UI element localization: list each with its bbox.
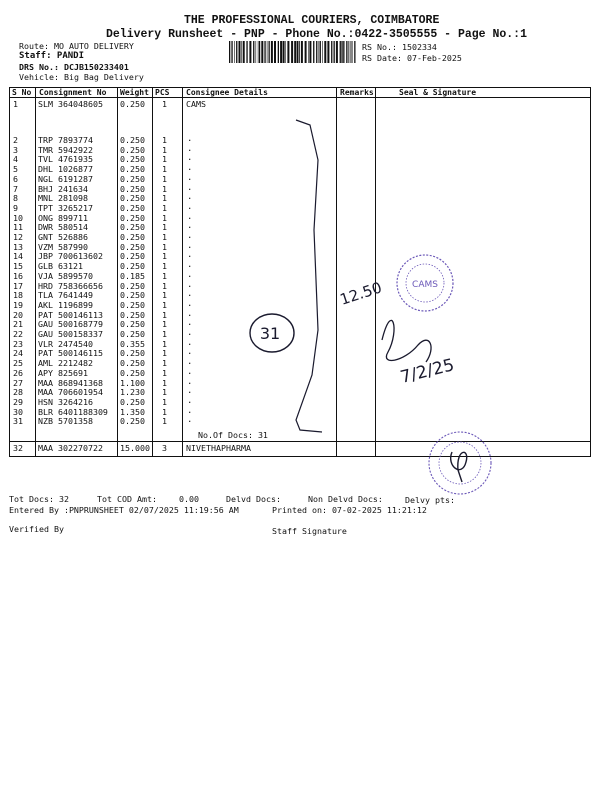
row-sno: 8	[13, 193, 18, 204]
consignee-dot: .	[187, 386, 193, 397]
consignee-dot: .	[187, 163, 193, 174]
row-sno: 28	[13, 387, 23, 398]
row-pcs: 1	[162, 396, 167, 407]
row-weight: 1.100	[120, 377, 145, 388]
row32-signature	[451, 452, 467, 482]
row-consignment: PAT 500146113	[38, 309, 103, 320]
consignee-dot: .	[187, 221, 193, 232]
total-cod-label: Tot COD Amt:	[97, 494, 157, 504]
consignee-dot: .	[187, 182, 193, 193]
row-weight: 0.250	[120, 144, 145, 155]
consignee-dot: .	[187, 231, 193, 241]
row-pcs: 1	[162, 358, 167, 369]
row-sno: 20	[13, 309, 23, 320]
row-sno: 11	[13, 222, 23, 233]
row-weight: 0.250	[120, 329, 145, 339]
company-title: THE PROFESSIONAL COURIERS, COIMBATORE	[184, 14, 440, 27]
row-sno: 22	[13, 329, 23, 339]
row-sno: 18	[13, 290, 23, 301]
row-pcs: 1	[162, 261, 167, 272]
row-weight: 0.250	[120, 290, 145, 301]
row-pcs: 1	[162, 319, 167, 330]
col-sno: S No	[12, 88, 32, 97]
row-consignment: MAA 706601954	[38, 387, 103, 398]
row-consignment: GNT 526886	[38, 232, 88, 242]
row-weight: 0.250	[120, 202, 145, 213]
row-consignment: HSN 3264216	[38, 396, 93, 407]
consignee-dot: .	[187, 337, 193, 348]
row-consignment: VLR 2474540	[38, 338, 93, 349]
col-remarks: Remarks	[340, 88, 374, 97]
row-consignment: TPT 3265217	[38, 202, 93, 213]
row-pcs: 1	[162, 299, 167, 310]
row-sno: 23	[13, 338, 23, 349]
row-pcs: 1	[162, 212, 167, 223]
handwritten-time: 12.50	[337, 278, 385, 309]
row-sno: 21	[13, 319, 23, 330]
bracket-stroke	[296, 120, 322, 432]
row-weight: 0.355	[120, 338, 145, 349]
row-pcs: 1	[162, 202, 167, 213]
row-sno: 6	[13, 173, 18, 184]
row-weight: 0.250	[120, 193, 145, 204]
row-weight: 0.250	[120, 183, 145, 194]
row-sno: 3	[13, 144, 18, 155]
row-weight: 0.250	[120, 241, 145, 252]
row-sno: 19	[13, 299, 23, 310]
row-pcs: 1	[162, 173, 167, 184]
row-pcs: 1	[162, 329, 167, 339]
consignee-dot: .	[187, 134, 193, 144]
row-sno: 26	[13, 367, 23, 378]
row-sno: 2	[13, 135, 18, 145]
row-consignment: GAU 500168779	[38, 319, 103, 330]
row-weight: 0.250	[120, 135, 145, 145]
row-pcs: 1	[162, 406, 167, 417]
total-docs: Tot Docs: 32	[9, 494, 69, 504]
runsheet-subtitle: Delivery Runsheet - PNP - Phone No.:0422-3505555 - Page No.:1	[106, 28, 527, 41]
row-sno: 1	[13, 99, 18, 109]
row-consignment: NGL 6191287	[38, 173, 93, 184]
consignee-dot: .	[187, 357, 193, 368]
row-pcs: 1	[162, 144, 167, 155]
row-consignment: MNL 281098	[38, 193, 88, 204]
col-seal-signature: Seal & Signature	[399, 88, 477, 97]
row-weight: 0.250	[120, 309, 145, 320]
row-pcs: 1	[162, 270, 167, 281]
row-sno: 15	[13, 261, 23, 272]
row-weight: 0.250	[120, 299, 145, 310]
row-sno: 14	[13, 251, 23, 262]
row-weight: 0.250	[120, 154, 145, 165]
non-delivered-docs: Non Delvd Docs:	[308, 494, 383, 504]
row-weight: 0.250	[120, 222, 145, 233]
row-consignment: GLB 63121	[38, 261, 83, 272]
row-pcs: 1	[162, 135, 167, 145]
total-cod-amount: 0.00	[179, 494, 199, 504]
row-sno: 5	[13, 164, 18, 175]
row-pcs: 1	[162, 251, 167, 262]
row-consignment: VZM 587990	[38, 241, 88, 252]
row32-consignment: MAA 302270722	[38, 443, 103, 453]
col-pcs: PCS	[155, 88, 170, 97]
row-pcs: 1	[162, 367, 167, 378]
signature-scribble	[382, 320, 431, 362]
row-pcs: 1	[162, 309, 167, 320]
row-sno: 10	[13, 212, 23, 223]
row-consignment: VJA 5899570	[38, 270, 93, 281]
row-sno: 13	[13, 241, 23, 252]
row-sno: 17	[13, 280, 23, 291]
row-pcs: 1	[162, 232, 167, 242]
row-sno: 30	[13, 406, 23, 417]
row-sno: 24	[13, 348, 23, 359]
col-weight: Weight	[120, 88, 149, 97]
row-consignment: AKL 1196899	[38, 299, 93, 310]
rs-date: RS Date: 07-Feb-2025	[362, 53, 462, 63]
col-consignment: Consignment No	[39, 88, 107, 97]
consignee-dot: .	[187, 201, 193, 212]
rs-number: RS No.: 1502334	[362, 42, 437, 52]
staff-signature: Staff Signature	[272, 526, 347, 536]
pharma-stamp	[429, 432, 491, 494]
row-consignment: HRD 758366656	[38, 280, 103, 291]
row-consignment: JBP 700613602	[38, 251, 103, 262]
row32-consignee: NIVETHAPHARMA	[186, 443, 251, 453]
consignee-dot: .	[187, 172, 193, 183]
row-consignment: NZB 5701358	[38, 416, 93, 427]
row-weight: 0.250	[120, 173, 145, 184]
consignee-dot: .	[187, 289, 193, 300]
consignee-dot: .	[187, 405, 193, 416]
row-consignment: DHL 1026877	[38, 164, 93, 175]
stamp-text: CAMS	[412, 280, 438, 290]
row-weight: 0.250	[120, 164, 145, 175]
row-pcs: 1	[162, 387, 167, 398]
consignee-dot: .	[187, 269, 193, 280]
consignee-dot: .	[187, 376, 193, 387]
row-sno: 12	[13, 232, 23, 242]
drs-number: DRS No.: DCJB150233401	[19, 62, 129, 72]
row-weight: 0.250	[120, 319, 145, 330]
consignee-dot: .	[187, 192, 193, 203]
row-consignment: ONG 899711	[38, 212, 88, 223]
handwritten-date: 7/2/25	[398, 355, 457, 388]
consignee-dot: .	[187, 240, 193, 251]
row-sno: 9	[13, 202, 18, 213]
consignee-dot: .	[187, 250, 193, 261]
consignee-dot: .	[187, 308, 193, 319]
consignee-dot: .	[187, 260, 193, 271]
consignee-dot: .	[187, 415, 193, 426]
row-consignment: TLA 7641449	[38, 290, 93, 301]
consignee-dot: .	[187, 298, 193, 309]
row-weight: 1.230	[120, 387, 145, 398]
printed-on: Printed on: 07-02-2025 11:21:12	[272, 505, 427, 515]
row-pcs: 1	[162, 164, 167, 175]
verified-by: Verified By	[9, 524, 64, 534]
row-pcs: 1	[162, 416, 167, 427]
row-consignment: SLM 364048605	[38, 99, 103, 109]
row-weight: 0.250	[120, 348, 145, 359]
row-sno: 25	[13, 358, 23, 369]
row-sno: 29	[13, 396, 23, 407]
row-pcs: 1	[162, 348, 167, 359]
row-sno: 4	[13, 154, 18, 165]
vehicle: Vehicle: Big Bag Delivery	[19, 72, 144, 82]
row-weight: 0.250	[120, 251, 145, 262]
row32-pcs: 3	[162, 443, 167, 453]
row-weight: 0.250	[120, 280, 145, 291]
row32-sno: 32	[13, 443, 23, 453]
row-pcs: 1	[162, 183, 167, 194]
consignee-dot: .	[187, 347, 193, 358]
delivery-points: Delvy pts:	[405, 495, 455, 505]
row-consignment: TMR 5942922	[38, 144, 93, 155]
row-consignment: DWR 580514	[38, 222, 88, 233]
consignee-dot: .	[187, 328, 193, 338]
row-consignment: BHJ 241634	[38, 183, 88, 194]
row-consignee: CAMS	[186, 99, 206, 109]
row-consignment: BLR 6401188309	[38, 406, 108, 417]
row-consignment: APY 825691	[38, 367, 88, 378]
delivered-docs: Delvd Docs:	[226, 494, 281, 504]
row-weight: 0.250	[120, 212, 145, 223]
row-sno: 16	[13, 270, 23, 281]
row-weight: 0.250	[120, 99, 145, 109]
row32-weight: 15.000	[120, 443, 150, 453]
row-weight: 0.250	[120, 396, 145, 407]
count-circle-text: 31	[259, 324, 281, 343]
row-pcs: 1	[162, 377, 167, 388]
entered-by: Entered By :PNPRUNSHEET 02/07/2025 11:19:56 AM	[9, 505, 239, 515]
row-consignment: TRP 7893774	[38, 135, 93, 145]
row-consignment: AML 2212482	[38, 358, 93, 369]
consignee-dot: .	[187, 153, 193, 164]
row-consignment: MAA 868941368	[38, 377, 103, 388]
consignee-dot: .	[187, 318, 193, 329]
row-weight: 0.185	[120, 270, 145, 281]
consignee-dot: .	[187, 395, 193, 406]
row-pcs: 1	[162, 338, 167, 349]
route: Route: MO AUTO DELIVERY	[19, 41, 134, 51]
consignee-dot: .	[187, 366, 193, 377]
row-pcs: 1	[162, 222, 167, 233]
row-sno: 27	[13, 377, 23, 388]
row-weight: 1.350	[120, 406, 145, 417]
row-weight: 0.250	[120, 261, 145, 272]
group-doc-count: No.Of Docs: 31	[198, 430, 268, 440]
consignee-dot: .	[187, 279, 193, 290]
row-consignment: TVL 4761935	[38, 154, 93, 165]
col-consignee: Consignee Details	[186, 88, 268, 97]
row-weight: 0.250	[120, 358, 145, 369]
row-sno: 7	[13, 183, 18, 194]
row-pcs: 1	[162, 280, 167, 291]
row-pcs: 1	[162, 154, 167, 165]
row-pcs: 1	[162, 241, 167, 252]
staff: Staff: PANDI	[19, 51, 85, 61]
row-sno: 31	[13, 416, 23, 427]
row-consignment: GAU 500158337	[38, 329, 103, 339]
row-pcs: 1	[162, 290, 167, 301]
row-weight: 0.250	[120, 232, 145, 242]
row-weight: 0.250	[120, 416, 145, 427]
row-pcs: 1	[162, 193, 167, 204]
row-weight: 0.250	[120, 367, 145, 378]
consignee-dot: .	[187, 211, 193, 222]
consignee-dot: .	[187, 143, 193, 154]
row-pcs: 1	[162, 99, 167, 109]
row-consignment: PAT 500146115	[38, 348, 103, 359]
